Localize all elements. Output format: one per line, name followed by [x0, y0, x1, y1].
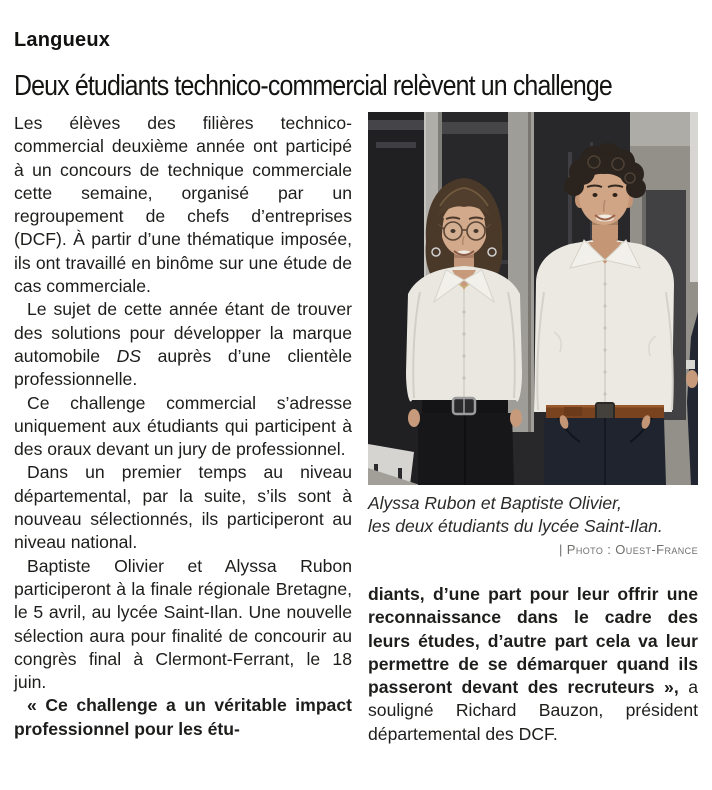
article-photo-figure [368, 112, 698, 557]
paragraph-segment: « Ce challenge a un véritable impact professionnel pour les étu- [14, 695, 352, 739]
paragraph-segment: diants, d’une part pour leur offrir une reconnaissance dans le cadre des leurs études, d’autre part cela va leur permettre de se démarquer quand ils passeront devant des recruteurs », [368, 584, 698, 698]
paragraph-segment: Les élèves des filières technico-commercial deuxième année ont participé à un concours de technique commerciale cette semaine, organisé par un regroupement de chefs d’entreprises (DCF). À partir d’une thématique imposée, ils ont travaillé en binôme sur une étude de cas commerciale. [14, 113, 352, 297]
paragraph-segment: Le sujet de cette année étant de trouver des solutions pour développer la marque automobile [14, 299, 352, 366]
right-column [368, 112, 698, 746]
photo-caption-line-2: les deux étudiants du lycée Saint-Ilan. [368, 516, 663, 536]
article-paragraph [14, 112, 352, 298]
article-paragraph [14, 392, 352, 462]
article-paragraph [14, 461, 352, 554]
paragraph-segment: a souligné Richard Bauzon, président départemental des DCF. [368, 677, 698, 744]
photo-credit: | Photo : Ouest-France [558, 542, 698, 557]
paragraph-segment: Ce challenge commercial s’adresse uniquement aux étudiants qui participent à des oraux devant un jury de professionnel. [14, 392, 352, 460]
left-column [14, 112, 352, 741]
right-column-text [368, 583, 698, 746]
article-paragraph [14, 555, 352, 695]
paragraph-segment: auprès d’une clientèle professionnelle. [14, 345, 352, 390]
article-photo [368, 112, 698, 485]
kicker: Langueux [14, 29, 111, 51]
article-paragraph [14, 694, 352, 741]
photo-caption [368, 492, 698, 538]
photo-caption-line-1: Alyssa Rubon et Baptiste Olivier, [368, 493, 622, 513]
article-paragraph [368, 583, 698, 746]
article-columns [14, 112, 698, 746]
paragraph-segment: DS [116, 345, 142, 366]
article-paragraph [14, 298, 352, 391]
paragraph-segment: Dans un premier temps au niveau départemental, par la suite, s’ils sont à nouveau sélectionnés, ils participeront au niveau national. [14, 462, 352, 553]
article-title: Deux étudiants technico-commercial relèvent un challenge [14, 70, 612, 102]
paragraph-segment: Baptiste Olivier et Alyssa Rubon participeront à la finale régionale Bretagne, le 5 avril, au lycée Saint-Ilan. Une nouvelle sélection aura pour finalité de concourir au congrès final à Clermont-Ferrant, le 18 juin. [14, 555, 352, 693]
two-students-photo-illustration [368, 112, 698, 485]
